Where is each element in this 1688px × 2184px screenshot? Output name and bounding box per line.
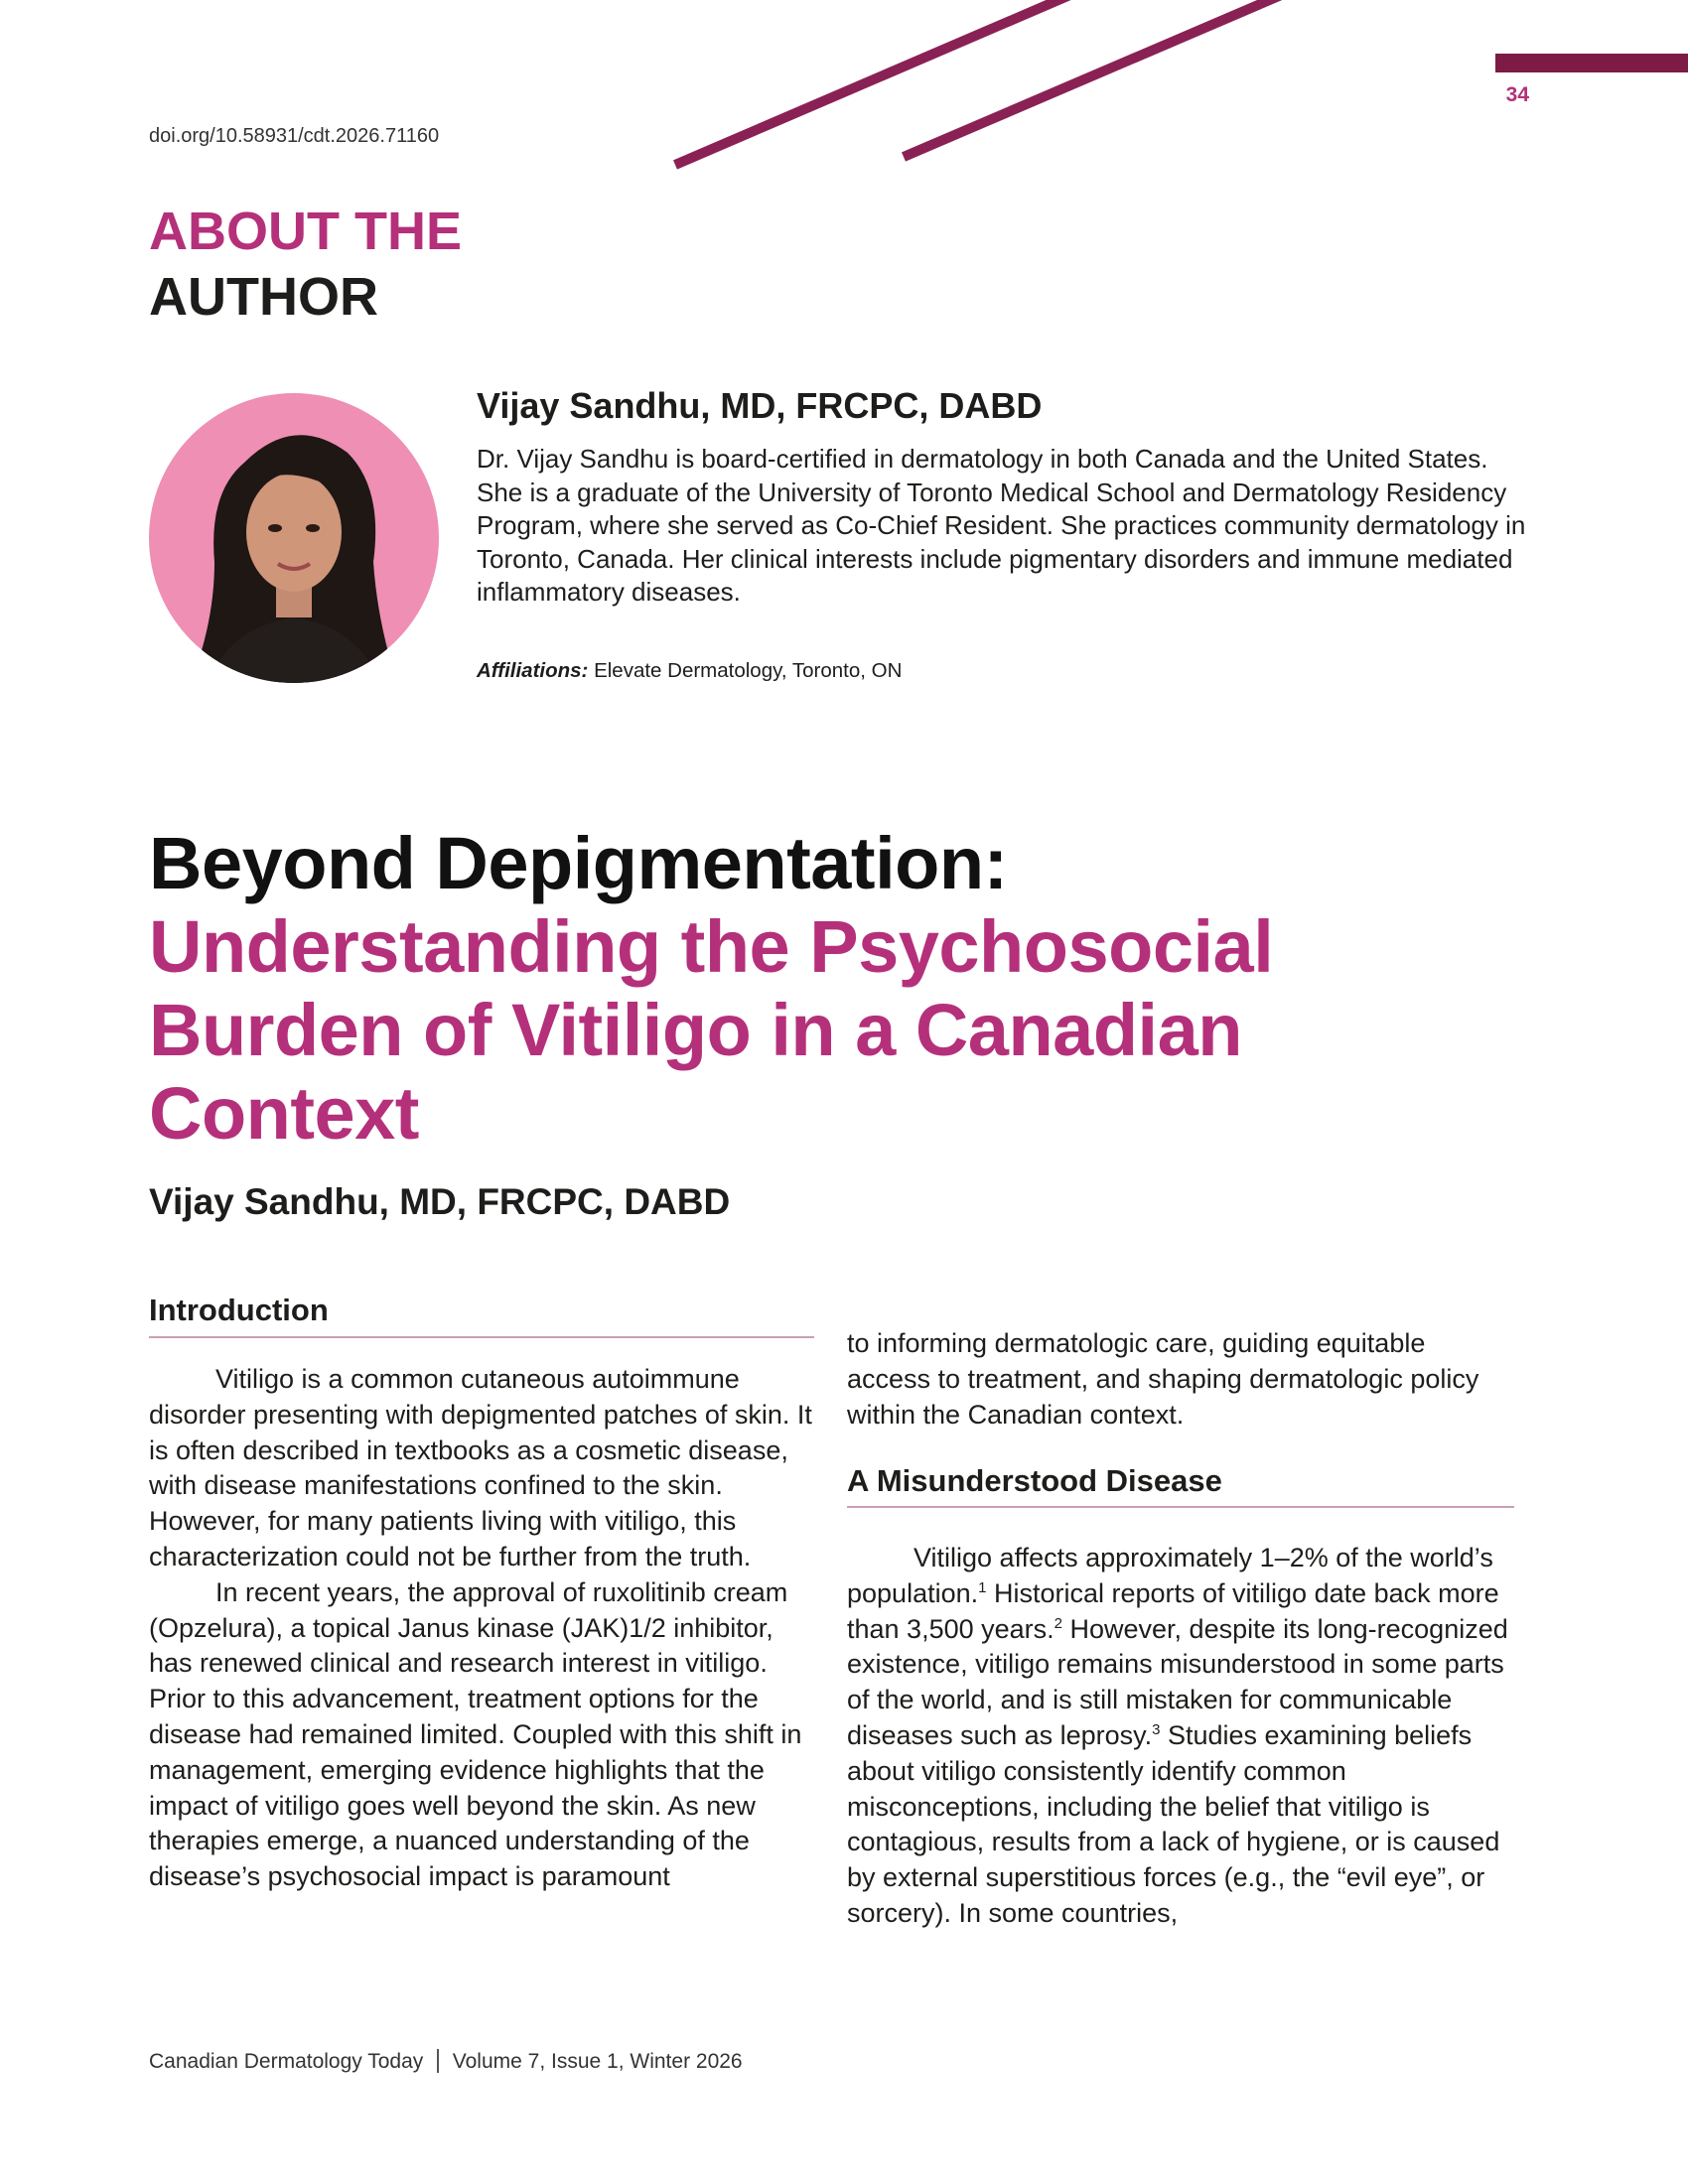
article-title-subtitle: Understanding the Psychosocial Burden of Vitiligo in a Canadian Context — [149, 905, 1274, 1155]
introduction-heading: Introduction — [149, 1293, 329, 1327]
footer-issue: Volume 7, Issue 1, Winter 2026 — [452, 2050, 743, 2073]
affiliations-value: Elevate Dermatology, Toronto, ON — [594, 659, 903, 682]
stripe-2 — [904, 0, 1321, 157]
author-name: Vijay Sandhu, MD, FRCPC, DABD — [477, 385, 1043, 426]
footer-separator — [437, 2049, 439, 2073]
article-title-line1: Beyond Depigmentation: — [149, 822, 1008, 904]
article-title — [149, 822, 1440, 1156]
page-footer — [149, 2049, 743, 2074]
citation-2[interactable]: 2 — [1054, 1614, 1062, 1632]
misunderstood-disease-divider — [847, 1506, 1514, 1508]
introduction-paragraph-2-continued: to informing dermatologic care, guiding equitable access to treatment, and shaping dermatologic policy within the Canadian context. — [847, 1328, 1479, 1430]
affiliations — [477, 659, 902, 683]
introduction-column — [149, 1362, 816, 1895]
affiliations-label: Affiliations: — [477, 659, 589, 682]
misunderstood-disease-heading: A Misunderstood Disease — [847, 1463, 1222, 1498]
article-byline: Vijay Sandhu, MD, FRCPC, DABD — [149, 1181, 731, 1222]
about-heading-line1: ABOUT THE — [149, 202, 462, 261]
citation-1[interactable]: 1 — [978, 1578, 987, 1596]
introduction-continued — [847, 1326, 1514, 1433]
introduction-paragraph-1: Vitiligo is a common cutaneous autoimmune disorder presenting with depigmented patches of skin. It is often described in textbooks as a cosmetic disease, with disease manifestations confined to the skin. However, for many patients living with vitiligo, this characterization could not be further from the truth. — [149, 1364, 812, 1571]
misunderstood-paragraph-1: Vitiligo affects approximately 1–2% of the world’s population.$^1$ Historical reports of vitiligo date back more than 3,500 years.$^2$ However, despite its long-recognized existence, vitiligo remains misunderstood in some parts of the world, and is still mistaken for communicable diseases such as leprosy.$^3$ Studies examining beliefs about vitiligo consistently identify common misconceptions, including the belief that vitiligo is contagious, results from a lack of hygiene, or is caused by external superstitious forces (e.g., the “evil eye”, or sorcery). In some countries, — [847, 1543, 1508, 1928]
misunderstood-disease-column — [847, 1541, 1514, 1932]
doi-link[interactable]: doi.org/10.58931/cdt.2026.71160 — [149, 125, 440, 147]
top-accent-bar — [1495, 54, 1688, 72]
introduction-divider — [149, 1336, 814, 1338]
decorative-stripes — [655, 0, 1350, 189]
stripe-1 — [675, 0, 1072, 165]
introduction-paragraph-2: In recent years, the approval of ruxolitinib cream (Opzelura), a topical Janus kinase (JAK)1/2 inhibitor, has renewed clinical and research interest in vitiligo. Prior to this advancement, treatment options for the disease had remained limited. Coupled with this shift in management, emerging evidence highlights that the impact of vitiligo goes well beyond the skin. As new therapies emerge, a nuanced understanding of the disease’s psychosocial impact is paramount — [149, 1576, 802, 1892]
about-heading — [149, 199, 462, 330]
author-photo — [149, 393, 439, 683]
page-number: 34 — [1505, 83, 1529, 106]
citation-3[interactable]: 3 — [1152, 1720, 1161, 1738]
footer-journal: Canadian Dermatology Today — [149, 2050, 424, 2073]
author-bio: Dr. Vijay Sandhu is board-certified in dermatology in both Canada and the United States. She is a graduate of the University of Toronto Medical School and Dermatology Residency Program, where she served as Co-Chief Resident. She practices community dermatology in Toronto, Canada. Her clinical interests include pigmentary disorders and immune mediated inflammatory diseases. — [477, 444, 1526, 607]
about-heading-line2: AUTHOR — [149, 267, 378, 327]
